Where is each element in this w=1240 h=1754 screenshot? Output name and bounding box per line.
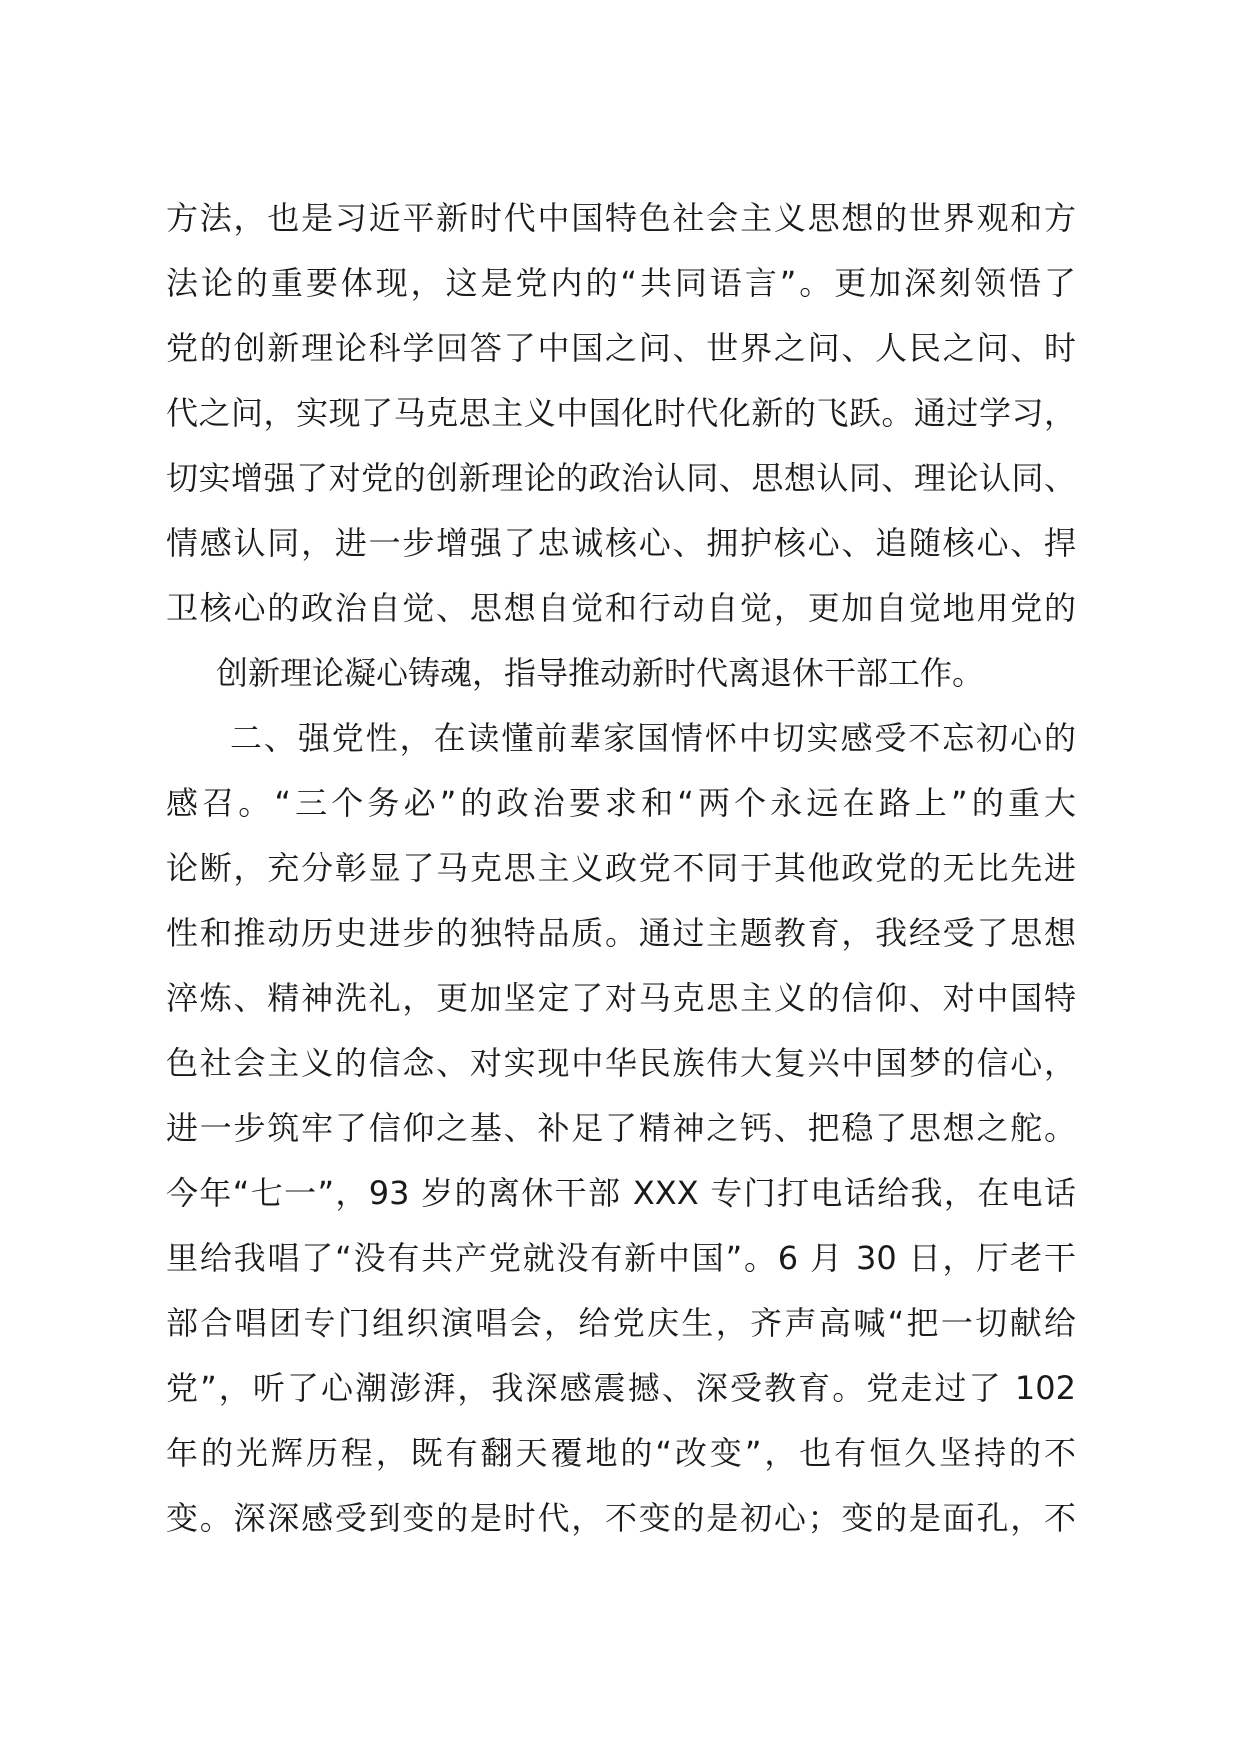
- text-line-17: 里给我唱了“没有共产党就没有新中国”。6 月 30 日，厅老干: [166, 1239, 1076, 1277]
- section-heading-line: 二、强党性，在读懂前辈家国情怀中切实感受不忘初心的: [230, 719, 1076, 757]
- text-line-4: 代之问，实现了马克思主义中国化时代化新的飞跃。通过学习，: [166, 394, 1076, 432]
- text-line-1: 方法，也是习近平新时代中国特色社会主义思想的世界观和方: [166, 199, 1076, 237]
- text-line-12: 性和推动历史进步的独特品质。通过主题教育，我经受了思想: [166, 914, 1076, 952]
- text-line-2: 法论的重要体现，这是党内的“共同语言”。更加深刻领悟了: [166, 264, 1076, 302]
- text-line-21: 变。深深感受到变的是时代，不变的是初心；变的是面孔，不: [166, 1499, 1076, 1537]
- text-line-10: 感召。“三个务必”的政治要求和“两个永远在路上”的重大: [166, 784, 1076, 822]
- text-line-20: 年的光辉历程，既有翻天覆地的“改变”，也有恒久坚持的不: [166, 1434, 1076, 1472]
- text-line-16: 今年“七一”，93 岁的离休干部 XXX 专门打电话给我，在电话: [166, 1174, 1076, 1212]
- text-line-8: 创新理论凝心铸魂，指导推动新时代离退休干部工作。: [216, 654, 985, 692]
- text-line-19: 党”，听了心潮澎湃，我深感震撼、深受教育。党走过了 102: [166, 1369, 1076, 1407]
- text-line-14: 色社会主义的信念、对实现中华民族伟大复兴中国梦的信心，: [166, 1044, 1076, 1082]
- text-line-3: 党的创新理论科学回答了中国之问、世界之问、人民之问、时: [166, 329, 1076, 367]
- text-line-7: 卫核心的政治自觉、思想自觉和行动自觉，更加自觉地用党的: [166, 589, 1076, 627]
- text-line-18: 部合唱团专门组织演唱会，给党庆生，齐声高喊“把一切献给: [166, 1304, 1076, 1342]
- text-line-15: 进一步筑牢了信仰之基、补足了精神之钙、把稳了思想之舵。: [166, 1109, 1076, 1147]
- text-line-5: 切实增强了对党的创新理论的政治认同、思想认同、理论认同、: [166, 459, 1076, 497]
- text-line-11: 论断，充分彰显了马克思主义政党不同于其他政党的无比先进: [166, 849, 1076, 887]
- text-line-6: 情感认同，进一步增强了忠诚核心、拥护核心、追随核心、捍: [166, 524, 1076, 562]
- text-line-13: 淬炼、精神洗礼，更加坚定了对马克思主义的信仰、对中国特: [166, 979, 1076, 1017]
